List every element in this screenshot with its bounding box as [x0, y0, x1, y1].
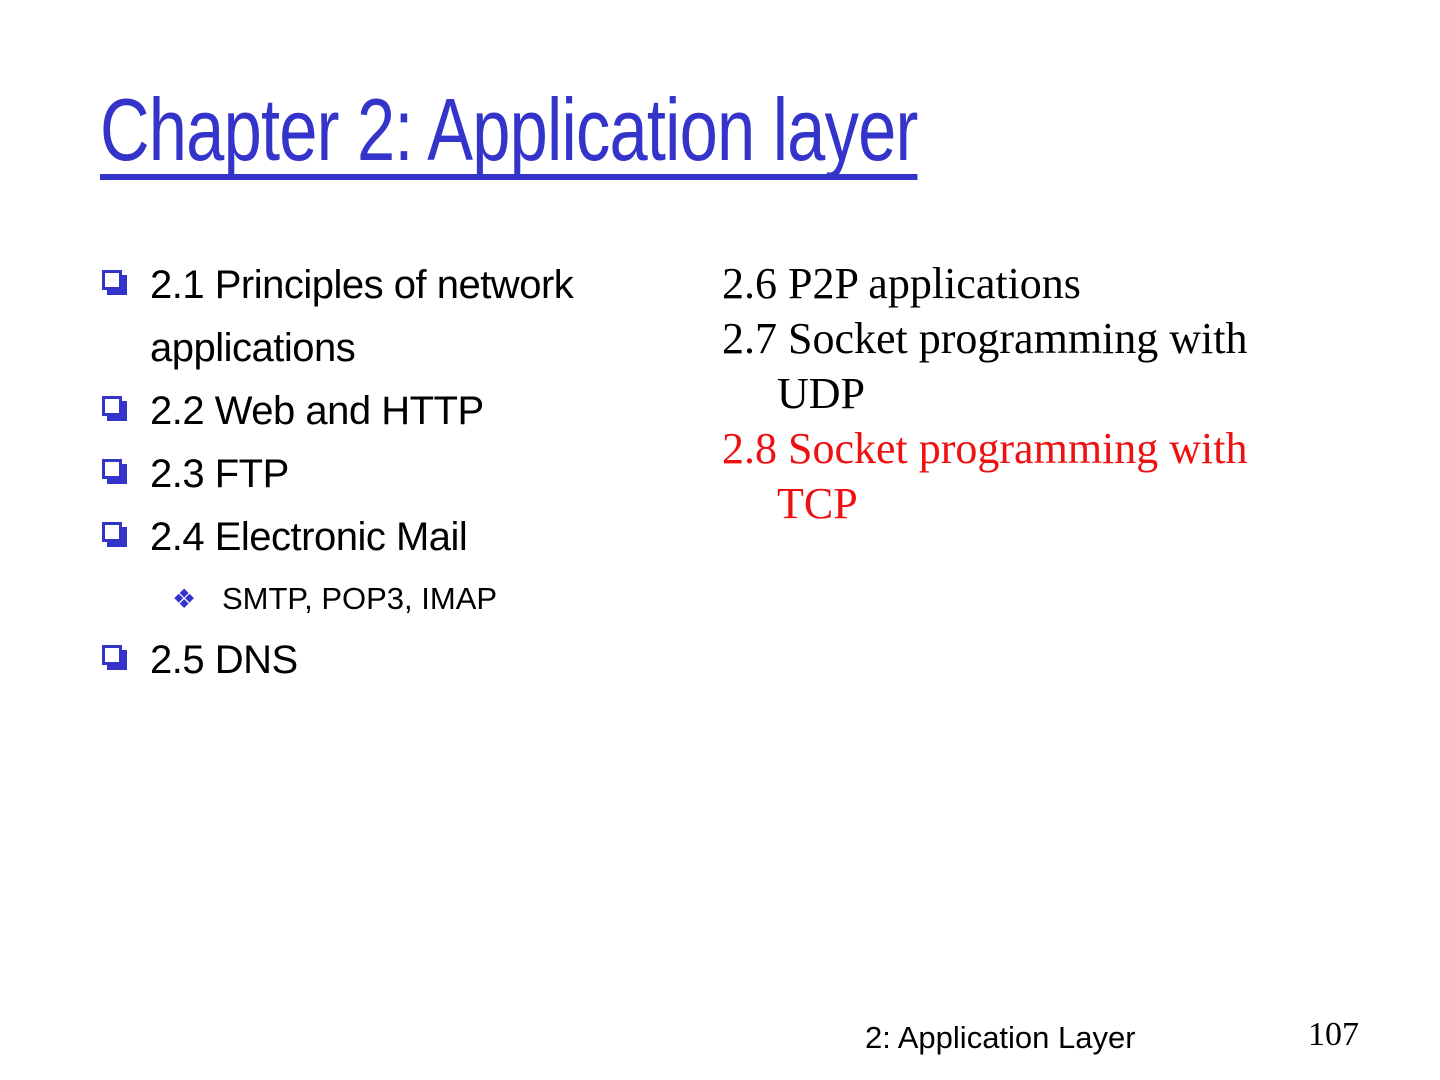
shadowed-square-bullet-icon	[102, 396, 122, 416]
right-outline-list	[722, 256, 1310, 531]
page-title	[100, 80, 1148, 180]
list-item	[100, 506, 605, 569]
list-item-label: 2.1 Principles of network applications	[150, 263, 574, 370]
shadowed-square-bullet-icon	[102, 270, 122, 290]
footer-page-number: 107	[1308, 1016, 1359, 1053]
list-item	[100, 443, 605, 506]
footer-section-label: 2: Application Layer	[865, 1020, 1136, 1055]
list-item-highlighted: 2.8 Socket programming with TCP	[722, 424, 1248, 528]
list-item-label: 2.4 Electronic Mail	[150, 515, 468, 559]
list-item-label: 2.3 FTP	[150, 452, 289, 496]
list-sub-item	[100, 569, 605, 629]
list-item: 2.7 Socket programming with UDP	[722, 314, 1248, 418]
shadowed-square-bullet-icon	[102, 645, 122, 665]
shadowed-square-bullet-icon	[102, 459, 122, 479]
list-item	[100, 254, 605, 380]
list-item: 2.6 P2P applications	[722, 259, 1081, 308]
list-item	[100, 380, 605, 443]
list-item	[100, 629, 605, 692]
list-item-label: 2.5 DNS	[150, 638, 298, 682]
list-item-label: 2.2 Web and HTTP	[150, 389, 484, 433]
left-outline-list	[100, 254, 605, 692]
shadowed-square-bullet-icon	[102, 522, 122, 542]
four-diamond-bullet-icon: ❖	[172, 584, 197, 614]
list-item-label: SMTP, POP3, IMAP	[222, 581, 498, 616]
page-title-text: Chapter 2: Application layer	[100, 80, 918, 179]
